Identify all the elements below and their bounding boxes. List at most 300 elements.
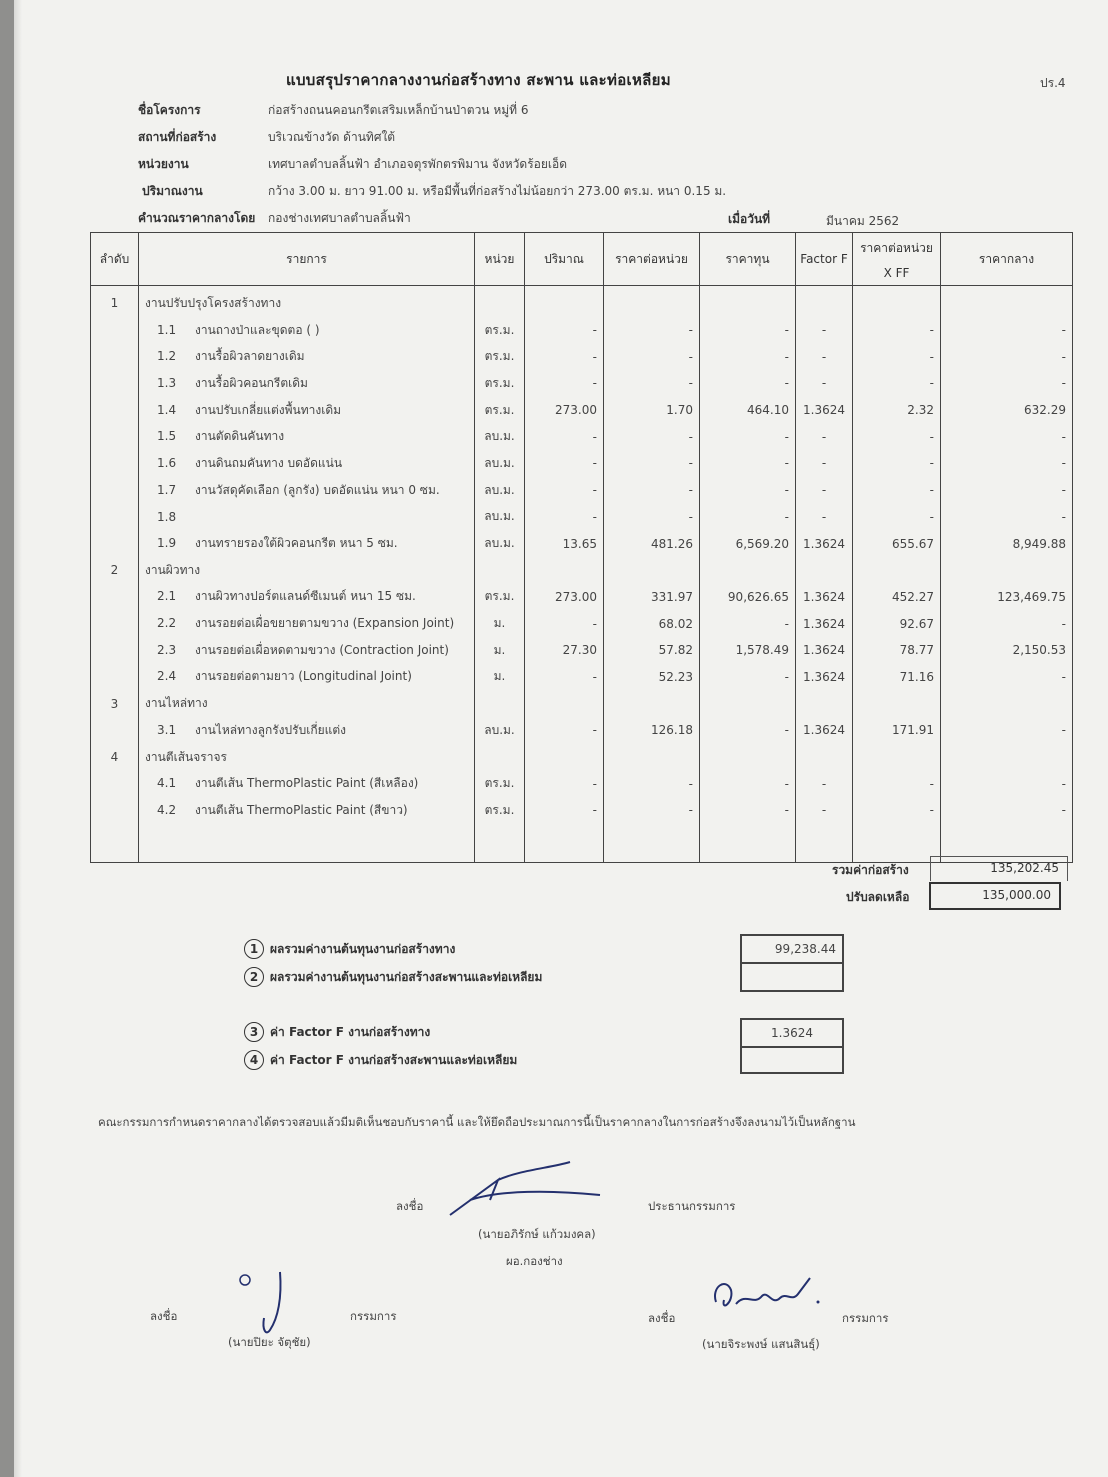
sub-item-number: 1.2 [157, 349, 177, 364]
document-title: แบบสรุปราคากลางงานก่อสร้างทาง สะพาน และท่อเหลียม [286, 71, 671, 89]
cell-factor: - [796, 504, 853, 531]
cell-total: - [941, 477, 1073, 504]
member2-signature [706, 1272, 826, 1322]
cell-item [139, 450, 475, 477]
calculated-by-label: คำนวณราคากลางโดย [138, 211, 256, 225]
cell-unit-price [604, 286, 700, 317]
cell-factor: - [796, 450, 853, 477]
col-no: ลำดับ [91, 233, 139, 286]
cell-cost: 6,569.20 [700, 530, 796, 557]
cell-unit-price: 126.18 [604, 717, 700, 744]
summary-line-4 [244, 1050, 517, 1070]
item-description: งานผิวทางปอร์ตแลนด์ซีเมนต์ หนา 15 ซม. [195, 589, 416, 604]
col-qty: ปริมาณ [525, 233, 604, 286]
cell-factor: - [796, 343, 853, 370]
cell-no [91, 343, 139, 370]
cell-qty [525, 744, 604, 771]
cell-qty: - [525, 664, 604, 691]
cell-no [91, 664, 139, 691]
cell-no [91, 584, 139, 611]
member2-sign-label: ลงชื่อ [648, 1311, 676, 1325]
quantity-value: กว้าง 3.00 ม. ยาว 91.00 ม. หรือมีพื้นที่ก่อสร้างไม่น้อยกว่า 273.00 ตร.ม. หนา 0.15 ม. [268, 184, 727, 198]
cell-unit-price: 1.70 [604, 397, 700, 424]
table-row [91, 664, 1073, 691]
cell-unit [475, 744, 525, 771]
item-description: งานรอยต่อเผื่อหดตามขวาง (Contraction Joint) [195, 642, 449, 657]
cell-cost [700, 286, 796, 317]
cell-no: 3 [91, 690, 139, 717]
cell-price-ff: - [853, 797, 941, 824]
cell-unit-price: - [604, 343, 700, 370]
cell-factor: 1.3624 [796, 584, 853, 611]
cell-unit: ม. [475, 664, 525, 691]
cell-no: 1 [91, 286, 139, 317]
cell-empty [475, 824, 525, 863]
item-description: งานตีเส้น ThermoPlastic Paint (สีขาว) [195, 802, 408, 817]
table-row [91, 770, 1073, 797]
cell-qty: - [525, 370, 604, 397]
table-row [91, 637, 1073, 664]
cell-cost: - [700, 797, 796, 824]
item-description: งานรอยต่อเผื่อขยายตามขวาง (Expansion Joint) [195, 616, 455, 631]
cell-qty: 273.00 [525, 584, 604, 611]
cell-price-ff [853, 557, 941, 584]
table-row [91, 744, 1073, 771]
adjusted-total-label: ปรับลดเหลือ [846, 890, 910, 904]
calculated-by-value: กองช่างเทศบาลตำบลลิ้นฟ้า [268, 211, 411, 225]
member1-role: กรรมการ [350, 1309, 397, 1323]
table-header-row [91, 233, 1073, 286]
cell-qty: - [525, 797, 604, 824]
cell-unit: ลบ.ม. [475, 717, 525, 744]
cell-unit: ลบ.ม. [475, 423, 525, 450]
sub-item-number: 3.1 [157, 722, 177, 737]
table-row [91, 557, 1073, 584]
cell-unit: ตร.ม. [475, 770, 525, 797]
cell-unit-price: - [604, 450, 700, 477]
cell-no [91, 610, 139, 637]
cell-empty [700, 824, 796, 863]
bridge-factor-box [740, 1046, 844, 1074]
summary-line-1 [244, 939, 455, 959]
cell-unit: ลบ.ม. [475, 450, 525, 477]
cell-price-ff: 71.16 [853, 664, 941, 691]
cell-factor: - [796, 770, 853, 797]
sub-item-number: 1.4 [157, 402, 177, 417]
cell-total: - [941, 504, 1073, 531]
cell-price-ff: 655.67 [853, 530, 941, 557]
cell-item [139, 530, 475, 557]
cell-total [941, 744, 1073, 771]
cell-factor: 1.3624 [796, 664, 853, 691]
cell-total: - [941, 610, 1073, 637]
price-summary-table [90, 232, 1073, 863]
item-description: งานผิวทาง [145, 562, 201, 577]
cell-no [91, 317, 139, 344]
cell-price-ff: - [853, 343, 941, 370]
sub-item-number: 1.6 [157, 455, 177, 470]
cell-no [91, 370, 139, 397]
cell-qty: 27.30 [525, 637, 604, 664]
cell-price-ff: - [853, 450, 941, 477]
site-value: บริเวณข้างวัด ด้านทิศใต้ [268, 130, 396, 144]
sub-item-number: 2.3 [157, 642, 177, 657]
table-row [91, 450, 1073, 477]
item-description: งานรอยต่อตามยาว (Longitudinal Joint) [195, 669, 412, 684]
cell-price-ff: - [853, 317, 941, 344]
item-description: งานตัดดินคันทาง [195, 429, 285, 444]
cell-no [91, 397, 139, 424]
cell-price-ff: 171.91 [853, 717, 941, 744]
cell-no [91, 450, 139, 477]
cell-no [91, 637, 139, 664]
cell-unit: ม. [475, 610, 525, 637]
cell-qty [525, 690, 604, 717]
cell-qty: - [525, 610, 604, 637]
cell-unit [475, 690, 525, 717]
table-row [91, 370, 1073, 397]
member1-signature [230, 1268, 300, 1340]
cell-total [941, 286, 1073, 317]
item-description: งานตีเส้นจราจร [145, 749, 227, 764]
cell-unit: ตร.ม. [475, 797, 525, 824]
cell-cost [700, 744, 796, 771]
member1-sign-label: ลงชื่อ [150, 1309, 178, 1323]
cell-price-ff: - [853, 770, 941, 797]
cell-item [139, 770, 475, 797]
cell-empty [91, 824, 139, 863]
cell-cost: 90,626.65 [700, 584, 796, 611]
cell-qty: - [525, 343, 604, 370]
cell-total: - [941, 343, 1073, 370]
member2-role: กรรมการ [842, 1311, 889, 1325]
agency-label: หน่วยงาน [138, 157, 189, 171]
item-description: งานไหล่ทางลูกรังปรับเกี่ยแต่ง [195, 722, 346, 737]
cell-cost [700, 557, 796, 584]
sub-item-number: 1.5 [157, 429, 177, 444]
cell-unit-price: - [604, 477, 700, 504]
cell-cost: - [700, 770, 796, 797]
cell-cost: - [700, 450, 796, 477]
summary-label-1: ผลรวมค่างานต้นทุนงานก่อสร้างทาง [270, 942, 456, 956]
cell-no: 2 [91, 557, 139, 584]
cell-unit-price [604, 557, 700, 584]
member2-name: (นายจิระพงษ์ แสนสินธุ์) [702, 1337, 820, 1351]
col-unit: หน่วย [475, 233, 525, 286]
cell-unit-price: - [604, 370, 700, 397]
cell-item [139, 584, 475, 611]
project-value: ก่อสร้างถนนคอนกรีตเสริมเหล็กบ้านป่าตวน หมู่ที่ 6 [268, 103, 529, 117]
chair-role: ประธานกรรมการ [648, 1199, 736, 1213]
cell-cost: 1,578.49 [700, 637, 796, 664]
summary-label-3: ค่า Factor F งานก่อสร้างทาง [270, 1025, 431, 1039]
cell-factor: - [796, 370, 853, 397]
cell-qty: - [525, 770, 604, 797]
circle-number-2: 2 [244, 967, 264, 987]
cell-total: 632.29 [941, 397, 1073, 424]
cell-item [139, 317, 475, 344]
sub-item-number: 1.1 [157, 322, 177, 337]
col-price-ff [853, 233, 941, 286]
cell-cost: - [700, 717, 796, 744]
table-row [91, 286, 1073, 317]
cell-unit: ม. [475, 637, 525, 664]
cell-item [139, 423, 475, 450]
cell-no: 4 [91, 744, 139, 771]
cell-unit [475, 286, 525, 317]
table-row [91, 317, 1073, 344]
cell-item [139, 397, 475, 424]
cell-unit-price: 481.26 [604, 530, 700, 557]
item-description: งานตีเส้น ThermoPlastic Paint (สีเหลือง) [195, 776, 419, 791]
cell-unit-price: - [604, 423, 700, 450]
table-row [91, 797, 1073, 824]
table-row [91, 504, 1073, 531]
cell-factor [796, 744, 853, 771]
road-cost-total-box: 99,238.44 [740, 934, 844, 964]
cell-factor: - [796, 477, 853, 504]
cell-cost [700, 690, 796, 717]
cell-factor [796, 557, 853, 584]
table-row [91, 343, 1073, 370]
cell-price-ff: 92.67 [853, 610, 941, 637]
chair-signature [440, 1160, 610, 1220]
cell-total: 8,949.88 [941, 530, 1073, 557]
sub-item-number: 1.7 [157, 482, 177, 497]
cell-item [139, 610, 475, 637]
cell-item [139, 717, 475, 744]
cell-empty [139, 824, 475, 863]
cell-unit: ตร.ม. [475, 370, 525, 397]
cell-qty: - [525, 450, 604, 477]
cell-no [91, 423, 139, 450]
table-row [91, 717, 1073, 744]
sub-item-number: 4.1 [157, 776, 177, 791]
cell-factor: 1.3624 [796, 397, 853, 424]
cell-unit: ลบ.ม. [475, 530, 525, 557]
cell-no [91, 504, 139, 531]
cell-unit-price: 331.97 [604, 584, 700, 611]
cell-total: - [941, 664, 1073, 691]
cell-item [139, 343, 475, 370]
committee-note: คณะกรรมการกำหนดราคากลางได้ตรวจสอบแล้วมีมติเห็นชอบกับราคานี้ และให้ยึดถือประมาณการนี้เป็นราคากลางในการก่อสร้างจึงลงนามไว้เป็นหลักฐาน [98, 1115, 856, 1129]
cell-total: - [941, 423, 1073, 450]
item-description: งานถางป่าและขุดตอ ( ) [195, 322, 320, 337]
cell-no [91, 477, 139, 504]
item-description: งานวัสดุคัดเลือก (ลูกรัง) บดอัดแน่น หนา 0 ซม. [195, 482, 440, 497]
cell-no [91, 770, 139, 797]
item-description: งานรื้อผิวคอนกรีตเดิม [195, 375, 308, 390]
cell-unit: ลบ.ม. [475, 504, 525, 531]
cell-factor: 1.3624 [796, 610, 853, 637]
sub-item-number: 2.1 [157, 589, 177, 604]
cell-total: - [941, 797, 1073, 824]
cell-item [139, 690, 475, 717]
circle-number-4: 4 [244, 1050, 264, 1070]
sub-item-number: 1.9 [157, 536, 177, 551]
chair-name: (นายอภิรักษ์ แก้วมงคล) [478, 1227, 596, 1241]
circle-number-1: 1 [244, 939, 264, 959]
summary-line-3 [244, 1022, 430, 1042]
col-total: ราคากลาง [941, 233, 1073, 286]
cell-unit-price [604, 690, 700, 717]
table-row [91, 690, 1073, 717]
col-cost: ราคาทุน [700, 233, 796, 286]
cell-unit: ตร.ม. [475, 317, 525, 344]
cell-item [139, 370, 475, 397]
cell-item [139, 664, 475, 691]
cell-empty [604, 824, 700, 863]
chair-sign-label: ลงชื่อ [396, 1199, 424, 1213]
cell-empty [853, 824, 941, 863]
cell-item [139, 797, 475, 824]
sub-item-number: 2.4 [157, 669, 177, 684]
cell-qty [525, 286, 604, 317]
chair-title: ผอ.กองช่าง [506, 1254, 563, 1268]
item-description: งานไหล่ทาง [145, 696, 208, 711]
cell-factor: 1.3624 [796, 717, 853, 744]
cell-price-ff: - [853, 370, 941, 397]
date-value: มีนาคม 2562 [826, 214, 900, 228]
sub-item-number: 1.8 [157, 509, 177, 524]
adjusted-total-value: 135,000.00 [929, 882, 1061, 910]
cell-unit: ลบ.ม. [475, 477, 525, 504]
summary-line-2 [244, 967, 542, 987]
cell-unit-price: - [604, 504, 700, 531]
sub-item-number: 1.3 [157, 375, 177, 390]
col-price-ff-line1: ราคาต่อหน่วย [860, 240, 933, 255]
bridge-cost-total-box [740, 964, 844, 992]
item-description: งานรื้อผิวลาดยางเดิม [195, 349, 305, 364]
summary-label-2: ผลรวมค่างานต้นทุนงานก่อสร้างสะพานและท่อเหลียม [270, 970, 543, 984]
cell-factor: 1.3624 [796, 637, 853, 664]
cell-no [91, 530, 139, 557]
table-row [91, 477, 1073, 504]
cell-total: - [941, 317, 1073, 344]
cell-no [91, 797, 139, 824]
cell-price-ff: - [853, 477, 941, 504]
quantity-label: ปริมาณงาน [142, 184, 203, 198]
table-row [91, 584, 1073, 611]
construction-total-value: 135,202.45 [930, 856, 1068, 881]
cell-cost: - [700, 664, 796, 691]
cell-cost: - [700, 504, 796, 531]
cell-cost: - [700, 610, 796, 637]
cell-factor: - [796, 423, 853, 450]
site-label: สถานที่ก่อสร้าง [138, 130, 217, 144]
table-row [91, 423, 1073, 450]
cell-qty: 13.65 [525, 530, 604, 557]
cell-no [91, 717, 139, 744]
summary-label-4: ค่า Factor F งานก่อสร้างสะพานและท่อเหลียม [270, 1053, 518, 1067]
cell-unit-price: 68.02 [604, 610, 700, 637]
cell-price-ff: 452.27 [853, 584, 941, 611]
item-description: งานดินถมคันทาง บดอัดแน่น [195, 455, 343, 470]
table-row [91, 397, 1073, 424]
form-code: ปร.4 [1040, 76, 1066, 90]
table-row [91, 530, 1073, 557]
cell-factor [796, 690, 853, 717]
cell-qty: - [525, 317, 604, 344]
cell-total: 2,150.53 [941, 637, 1073, 664]
circle-number-3: 3 [244, 1022, 264, 1042]
agency-value: เทศบาลตำบลลิ้นฟ้า อำเภอจตุรพักตรพิมาน จังหวัดร้อยเอ็ด [268, 157, 567, 171]
cell-price-ff [853, 690, 941, 717]
cell-unit: ตร.ม. [475, 343, 525, 370]
item-description: งานปรับเกลี่ยแต่งพื้นทางเดิม [195, 402, 342, 417]
cell-qty: - [525, 477, 604, 504]
cell-price-ff: - [853, 504, 941, 531]
cell-item [139, 286, 475, 317]
item-description: งานทรายรองใต้ผิวคอนกรีต หนา 5 ซม. [195, 536, 398, 551]
cell-item [139, 477, 475, 504]
cell-empty [525, 824, 604, 863]
col-factor: Factor F [796, 233, 853, 286]
cell-cost: 464.10 [700, 397, 796, 424]
cell-factor: 1.3624 [796, 530, 853, 557]
cell-empty [796, 824, 853, 863]
cell-price-ff: 78.77 [853, 637, 941, 664]
cell-total [941, 690, 1073, 717]
cell-total [941, 557, 1073, 584]
cell-unit: ตร.ม. [475, 584, 525, 611]
cell-factor: - [796, 317, 853, 344]
cell-cost: - [700, 423, 796, 450]
cell-unit-price: 57.82 [604, 637, 700, 664]
date-label: เมื่อวันที่ [728, 212, 771, 226]
col-unit-price: ราคาต่อหน่วย [604, 233, 700, 286]
member1-name: (นายปิยะ จัตุชัย) [228, 1335, 311, 1349]
cell-unit-price: - [604, 797, 700, 824]
cell-item [139, 504, 475, 531]
col-item: รายการ [139, 233, 475, 286]
cell-total: - [941, 370, 1073, 397]
table-row [91, 610, 1073, 637]
cell-unit-price: - [604, 770, 700, 797]
cell-unit-price: 52.23 [604, 664, 700, 691]
cell-price-ff [853, 744, 941, 771]
cell-price-ff: - [853, 423, 941, 450]
road-factor-box: 1.3624 [740, 1018, 844, 1048]
cell-cost: - [700, 477, 796, 504]
construction-total-label: รวมค่าก่อสร้าง [832, 863, 909, 877]
item-description: งานปรับปรุงโครงสร้างทาง [145, 295, 282, 310]
cell-qty [525, 557, 604, 584]
table-row-blank [91, 824, 1073, 863]
cell-qty: 273.00 [525, 397, 604, 424]
cell-factor: - [796, 797, 853, 824]
cell-cost: - [700, 317, 796, 344]
cell-item [139, 637, 475, 664]
cell-unit-price: - [604, 317, 700, 344]
cell-price-ff [853, 286, 941, 317]
cell-factor [796, 286, 853, 317]
cell-item [139, 744, 475, 771]
cell-unit [475, 557, 525, 584]
cell-total: - [941, 450, 1073, 477]
cell-unit-price [604, 744, 700, 771]
cell-item [139, 557, 475, 584]
cell-unit: ตร.ม. [475, 397, 525, 424]
sub-item-number: 4.2 [157, 802, 177, 817]
cell-qty: - [525, 717, 604, 744]
cell-total: - [941, 717, 1073, 744]
cell-cost: - [700, 343, 796, 370]
sub-item-number: 2.2 [157, 616, 177, 631]
cell-qty: - [525, 423, 604, 450]
cell-cost: - [700, 370, 796, 397]
col-price-ff-line2: X FF [883, 265, 910, 280]
